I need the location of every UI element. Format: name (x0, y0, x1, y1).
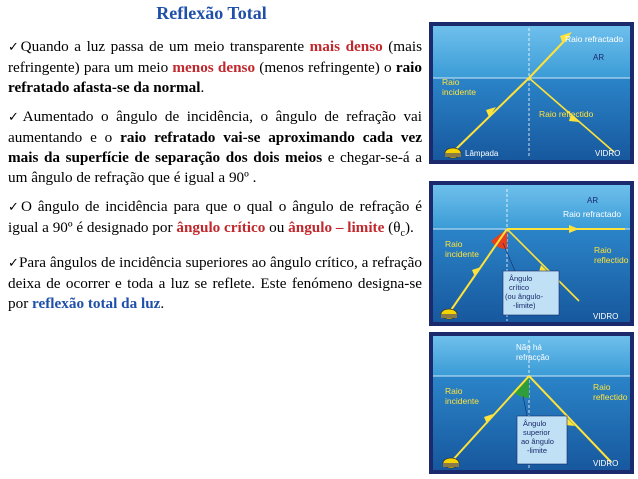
label-incident-ray-1: Raio (445, 386, 463, 396)
label-angle-above-3: ao ângulo (521, 437, 554, 446)
label-reflected-ray-1: Raio (593, 382, 611, 392)
label-critical-angle-4: -limite) (513, 301, 536, 310)
text-segment: (θ (384, 219, 401, 236)
text-segment: e chegar-se-á a um ângulo de refração que é igual a 90º . (8, 149, 422, 186)
label-incident-ray-1: Raio (442, 77, 460, 87)
text-column (8, 37, 422, 323)
diagram-critical-angle (429, 181, 634, 326)
label-reflected-ray-2: reflectido (593, 392, 628, 402)
air-region (433, 185, 630, 229)
text-segment: mais denso (309, 38, 383, 55)
paragraph-3 (8, 197, 422, 244)
label-glass: VIDRO (593, 459, 619, 468)
label-reflected-ray: Raio reflectido (539, 109, 594, 119)
slide-title: Reflexão Total (156, 3, 267, 23)
label-critical-angle-3: (ou ângulo- (505, 292, 543, 301)
diagram-refraction-svg (429, 22, 634, 164)
text-segment: ). (404, 219, 414, 236)
label-air: AR (587, 196, 599, 205)
label-incident-ray-2: incidente (442, 87, 477, 97)
text-segment: raio refratado afasta-se da normal (8, 59, 422, 96)
label-incident-ray-2: incidente (445, 249, 480, 259)
text-segment: menos denso (172, 59, 256, 76)
text-segment: ângulo – limite (288, 219, 385, 236)
label-incident-ray-2: incidente (445, 396, 480, 406)
text-segment: (menos refringente) o (255, 59, 396, 76)
text-segment: Para ângulos de incidência superiores ao ângulo crítico, a refração deixa de ocorrer e toda a luz se reflete. Este fenómeno designa-se por (8, 254, 422, 313)
label-refracted-ray: Raio refractado (565, 34, 624, 44)
text-segment: O ângulo de incidência para que o qual o ângulo de refração é igual a 90º é designado por (8, 198, 422, 236)
text-segment: . (160, 295, 165, 313)
label-no-refraction-2: refracção (516, 353, 550, 362)
label-critical-angle-2: crítico (509, 283, 530, 292)
text-segment: ou (265, 219, 289, 236)
paragraph-4 (8, 253, 422, 314)
lamp-icon (445, 148, 461, 158)
text-segment: ângulo crítico (176, 219, 266, 236)
check-mark-icon: ✓ (8, 200, 21, 215)
label-glass: VIDRO (595, 149, 621, 158)
check-mark-icon: ✓ (8, 256, 19, 272)
label-refracted-ray: Raio refractado (563, 209, 622, 219)
diagram-total-reflection-svg (429, 332, 634, 474)
text-segment: (mais refringente) para um meio (8, 38, 422, 76)
paragraph-2 (8, 107, 422, 188)
label-air: AR (593, 53, 605, 62)
text-segment: reflexão total da luz (32, 295, 161, 313)
diagram-refraction (429, 22, 634, 164)
lamp-icon (441, 309, 457, 319)
label-angle-above-1: Ângulo (523, 419, 547, 428)
text-segment: c (400, 228, 405, 240)
label-angle-above-2: superior (523, 428, 551, 437)
label-critical-angle-1: Ângulo (509, 274, 533, 283)
paragraph-1 (8, 37, 422, 98)
text-segment: . (200, 79, 205, 96)
diagram-critical-angle-svg (429, 181, 634, 326)
text-segment: Aumentado o ângulo de incidência, o ângulo de refração vai aumentando e o (8, 108, 422, 146)
label-no-refraction-1: Não há (516, 343, 542, 352)
label-reflected-ray-1: Raio (594, 245, 612, 255)
lamp-icon (443, 458, 459, 468)
text-segment: raio refratado vai-se aproximando cada vez mais da superfície de separação dos dois meios (8, 129, 422, 166)
check-mark-icon: ✓ (8, 110, 23, 125)
label-incident-ray-1: Raio (445, 239, 463, 249)
label-reflected-ray-2: reflectido (594, 255, 629, 265)
label-lamp: Lâmpada (465, 149, 499, 158)
diagram-total-reflection (429, 332, 634, 474)
check-mark-icon: ✓ (8, 40, 21, 55)
label-angle-above-4: -limite (527, 446, 547, 455)
text-segment: Quando a luz passa de um meio transparente (20, 38, 310, 55)
label-glass: VIDRO (593, 312, 619, 321)
